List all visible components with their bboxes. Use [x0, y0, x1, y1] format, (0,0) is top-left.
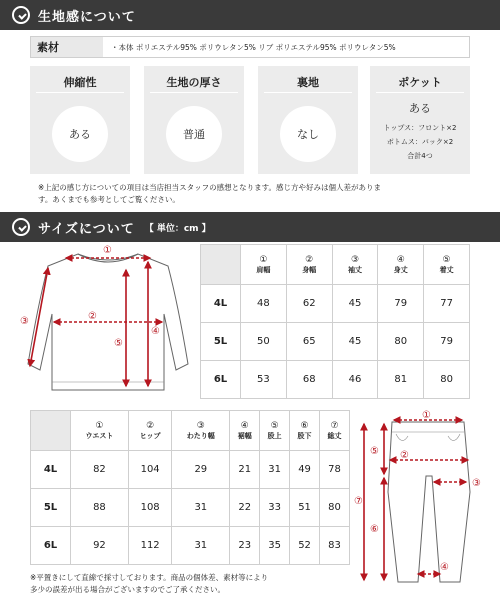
- stretch-card-value: ある: [52, 106, 108, 162]
- tops-marker-2: ②: [88, 311, 97, 322]
- bottoms-marker-6: ⑥: [370, 524, 379, 535]
- bottoms-measurement-diagram: [356, 412, 496, 594]
- thickness-card: [144, 66, 244, 174]
- size-unit-label: 【 単位：cm 】: [144, 223, 211, 234]
- bottoms-col-header: ⑤ 股上: [260, 411, 290, 451]
- tops-col-header: ⑤ 着丈: [424, 245, 470, 285]
- table-row: 6L 53 68 46 81 80: [201, 361, 470, 399]
- tops-col-header: ④ 身丈: [378, 245, 424, 285]
- bottoms-col-header: ② ヒップ: [128, 411, 172, 451]
- bottoms-marker-2: ②: [400, 450, 409, 461]
- stretch-card: [30, 66, 130, 174]
- lining-card-title: 裏地: [297, 76, 319, 89]
- bottoms-marker-1: ①: [422, 410, 431, 421]
- thickness-card-value: 普通: [166, 106, 222, 162]
- tops-marker-5: ⑤: [114, 338, 123, 349]
- bottoms-marker-4: ④: [440, 562, 449, 573]
- pocket-card-value: ある: [409, 102, 431, 115]
- bottoms-marker-7: ⑦: [354, 496, 363, 507]
- tops-size-table: [200, 244, 470, 399]
- texture-note-line: ※上記の感じ方についての項目は当店担当スタッフの感想となります。感じ方や好みは個人差がありま: [38, 183, 382, 192]
- material-text: ・本体 ポリエステル95% ポリウレタン5% リブ ポリエステル95% ポリウレタン5%: [111, 42, 396, 52]
- check-circle-icon: [12, 6, 30, 24]
- size-note-line: 多少の誤差が出る場合がございますのでご了承ください。: [30, 585, 225, 594]
- bottoms-col-header: ③ わたり幅: [172, 411, 230, 451]
- pocket-card-title: ポケット: [398, 76, 442, 89]
- bottoms-size-table: [30, 410, 350, 565]
- tops-marker-4: ④: [151, 326, 160, 337]
- tops-measurement-diagram: [18, 244, 198, 404]
- bottoms-col-header: ⑦ 総丈: [320, 411, 350, 451]
- texture-section-title: 生地感について: [38, 9, 136, 25]
- tops-col-header: ① 肩幅: [241, 245, 287, 285]
- bottoms-marker-3: ③: [472, 478, 481, 489]
- tops-marker-1: ①: [103, 245, 112, 256]
- lining-card-value: なし: [280, 106, 336, 162]
- thickness-card-title: 生地の厚さ: [166, 76, 222, 89]
- stretch-card-title: 伸縮性: [63, 76, 97, 89]
- material-row: [30, 36, 470, 58]
- pocket-card: [370, 66, 470, 174]
- pocket-detail-bottoms: ボトムス：バック×2: [386, 138, 454, 146]
- check-circle-icon: [12, 218, 30, 236]
- bottoms-col-header: ④ 裾幅: [230, 411, 260, 451]
- tops-marker-3: ③: [20, 316, 29, 327]
- size-note-line: ※平置きにして直線で採寸しております。商品の個体差、素材等により: [30, 573, 269, 582]
- table-row: 5L 88 108 31 22 33 51 80: [31, 489, 350, 527]
- bottoms-marker-5: ⑤: [370, 446, 379, 457]
- texture-note-line: す。あくまでも参考としてご覧ください。: [38, 195, 180, 204]
- material-label: 素材: [31, 37, 103, 57]
- table-row: 5L 50 65 45 80 79: [201, 323, 470, 361]
- texture-note: [38, 182, 381, 206]
- size-note: [30, 572, 268, 596]
- pocket-detail-total: 合計4つ: [407, 152, 433, 160]
- bottoms-col-header: ① ウエスト: [71, 411, 129, 451]
- pants-outline: [388, 422, 470, 582]
- lining-card: [258, 66, 358, 174]
- tops-col-header: ② 身幅: [286, 245, 332, 285]
- size-section-header: [0, 212, 500, 242]
- texture-section-header: [0, 0, 500, 30]
- table-row: 6L 92 112 31 23 35 52 83: [31, 527, 350, 565]
- size-section-title: サイズについて: [38, 221, 135, 237]
- bottoms-col-header: ⑥ 股下: [290, 411, 320, 451]
- pocket-detail-tops: トップス：フロント×2: [383, 124, 457, 132]
- table-row: 4L 48 62 45 79 77: [201, 285, 470, 323]
- sweater-outline: [28, 254, 188, 390]
- tops-col-header: ③ 袖丈: [332, 245, 378, 285]
- table-row: 4L 82 104 29 21 31 49 78: [31, 451, 350, 489]
